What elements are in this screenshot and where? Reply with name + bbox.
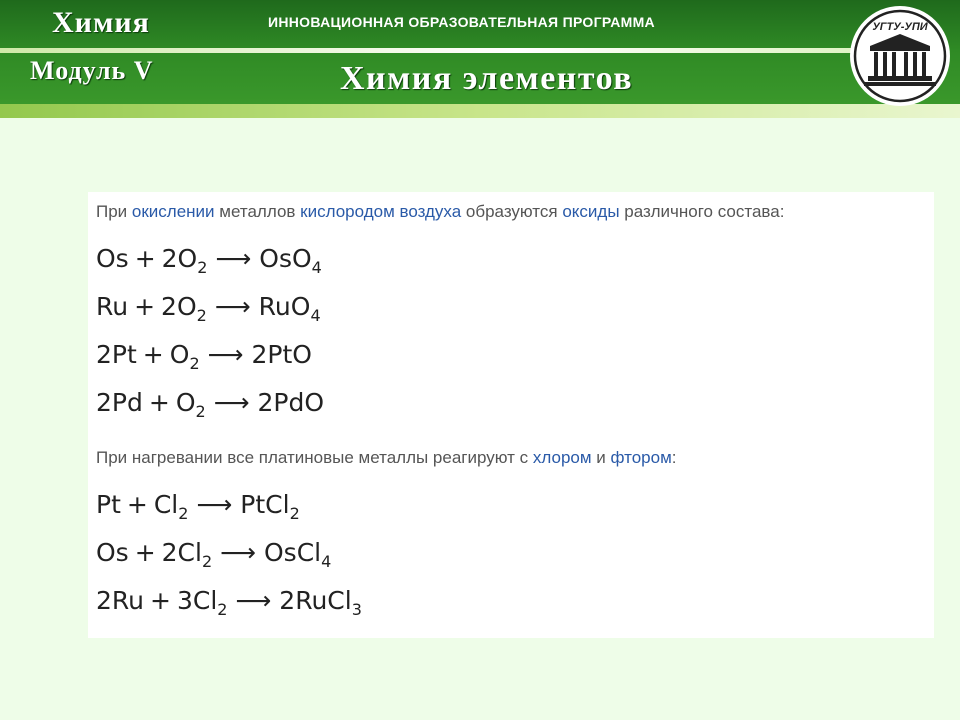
equation-row: $Pt + Cl_2$ ⟶ PtCl$_2$: [96, 490, 300, 523]
equation-row: $Ru + 2O_2$ ⟶ RuO$_4$: [96, 292, 321, 325]
intro-text: и: [591, 448, 611, 467]
intro-text: :: [671, 448, 677, 467]
header-divider: [0, 48, 860, 53]
intro-text: При нагревании все платиновые металлы реагируют с: [96, 448, 533, 467]
equation-row: $Os + 2Cl_2$ ⟶ OsCl$_4$: [96, 538, 332, 571]
program-label: ИННОВАЦИОННАЯ ОБРАЗОВАТЕЛЬНАЯ ПРОГРАММА: [268, 14, 655, 30]
university-logo: [848, 4, 952, 108]
subject-label: Химия: [52, 6, 150, 39]
intro-text: образуются: [461, 202, 563, 221]
equation-row: $2Pt + O_2$ ⟶ 2PtO: [96, 340, 312, 373]
intro-halogenation: [96, 448, 677, 468]
link-oxidation[interactable]: окислении: [131, 202, 215, 221]
content-panel: [88, 192, 934, 638]
link-air-oxygen[interactable]: кислородом воздуха: [300, 202, 462, 221]
equation-row: $2Pd + O_2$ ⟶ 2PdO: [96, 388, 325, 421]
intro-oxidation: [96, 202, 784, 222]
equation-row: $2Ru + 3Cl_2$ ⟶ 2RuCl$_3$: [96, 586, 362, 619]
module-label: Модуль V: [30, 56, 154, 85]
link-oxides[interactable]: оксиды: [562, 202, 620, 221]
intro-text: различного состава:: [619, 202, 785, 221]
intro-text: металлов: [214, 202, 301, 221]
link-fluorine[interactable]: фтором: [610, 448, 672, 467]
equation-row: $Os + 2O_2$ ⟶ OsO$_4$: [96, 244, 322, 277]
intro-text: При: [96, 202, 132, 221]
link-chlorine[interactable]: хлором: [532, 448, 592, 467]
logo-text: УГТУ-УПИ: [872, 21, 928, 33]
page-title: Химия элементов: [340, 60, 634, 97]
header-bottom-stripe: [0, 104, 960, 118]
